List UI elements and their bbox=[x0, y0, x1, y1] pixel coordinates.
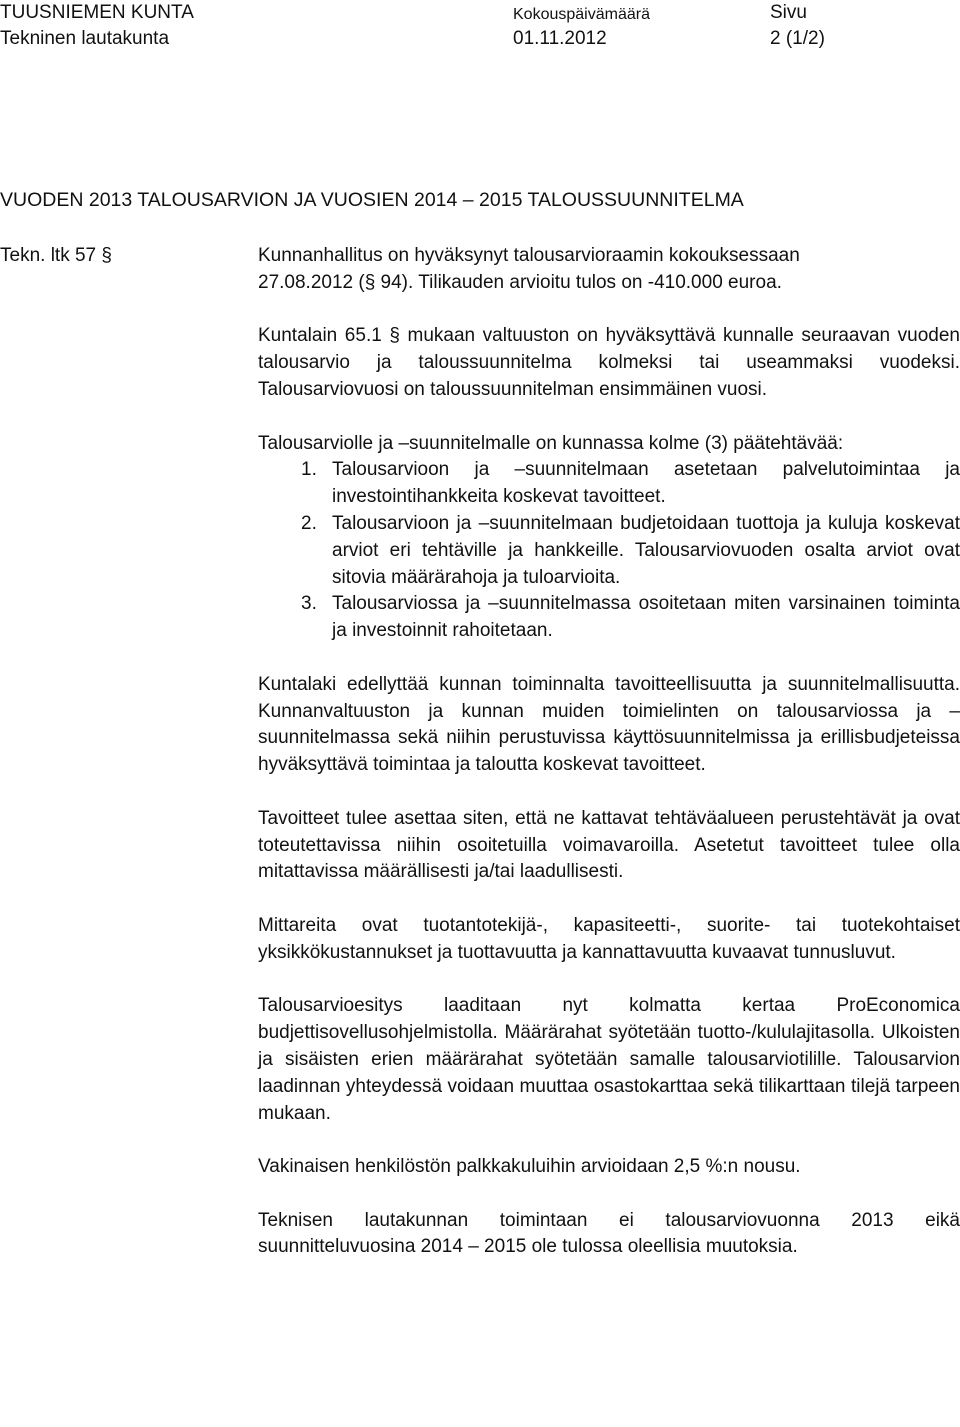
list-item bbox=[258, 511, 960, 591]
list-item-number: 1. bbox=[301, 459, 317, 481]
meeting-date-label: Kokouspäivämäärä bbox=[513, 6, 650, 23]
board-name: Tekninen lautakunta bbox=[0, 28, 170, 49]
list-item-number: 3. bbox=[301, 593, 317, 615]
paragraph-3-intro: Talousarviolle ja –suunnitelmalle on kunnassa kolme (3) päätehtävää: bbox=[258, 432, 844, 454]
paragraph-1-line-1: Kunnanhallitus on hyväksynyt talousarvioraamin kokouksessaan bbox=[258, 245, 800, 266]
list-item-number: 2. bbox=[301, 512, 317, 534]
document-body bbox=[258, 243, 960, 1288]
main-tasks-list bbox=[258, 457, 960, 645]
meeting-date: 01.11.2012 bbox=[513, 28, 607, 49]
paragraph-2: Kuntalain 65.1 § mukaan valtuuston on hyväksyttävä kunnalle seuraavan vuoden talousarvio ja taloussuunnitelma kolmeksi tai useammaksi vuodeksi. Talousarviovuosi on taloussuunnitelman ensimmäinen vuosi. bbox=[258, 325, 960, 400]
paragraph-7: Talousarvioesitys laaditaan nyt kolmatta kertaa ProEconomica budjettisovellusohjelmistolla. Määrärahat syötetään tuotto-/kululajitasolla. Ulkoisten ja sisäisten erien määrärahat syötetään samalle talousarviotilille. Talousarvion laadinnan yhteydessä voidaan muuttaa osastokarttaa sekä tilikarttaan tilejä tarpeen mukaan. bbox=[258, 995, 960, 1124]
list-item bbox=[258, 591, 960, 645]
paragraph-6: Mittareita ovat tuotantotekijä-, kapasiteetti-, suorite- tai tuotekohtaiset yksikkökustannukset ja tuottavuutta ja kannattavuutta kuvaavat tunnusluvut. bbox=[258, 914, 960, 963]
paragraph-4: Kuntalaki edellyttää kunnan toiminnalta tavoitteellisuutta ja suunnitelmallisuutta. Kunnanvaltuuston ja kunnan muiden toimielinten on talousarviossa ja –suunnitelmassa sekä niihin perustuvissa käyttösuunnitelmissa ja erillisbudjeteissa hyväksyttävä toimintaa ja taloutta koskevat tavoitteet. bbox=[258, 673, 960, 776]
organization-name: TUUSNIEMEN KUNTA bbox=[0, 2, 194, 23]
list-item-text: Talousarviossa ja –suunnitelmassa osoitetaan miten varsinainen toiminta ja investoinnit rahoitetaan. bbox=[332, 593, 960, 642]
section-reference: Tekn. ltk 57 § bbox=[0, 245, 112, 266]
paragraph-8: Vakinaisen henkilöstön palkkakuluihin arvioidaan 2,5 %:n nousu. bbox=[258, 1156, 801, 1178]
paragraph-1-line-2: 27.08.2012 (§ 94). Tilikauden arvioitu tulos on -410.000 euroa. bbox=[258, 271, 782, 293]
paragraph-9: Teknisen lautakunnan toimintaan ei talousarviovuonna 2013 eikä suunnitteluvuosina 2014 – 2015 ole tulossa oleellisia muutoksia. bbox=[258, 1209, 960, 1258]
document-title: VUODEN 2013 TALOUSARVION JA VUOSIEN 2014 – 2015 TALOUSSUUNNITELMA bbox=[0, 189, 744, 211]
paragraph-5: Tavoitteet tulee asettaa siten, että ne kattavat tehtäväalueen perustehtävät ja ovat toteutettavissa niihin osoitetuilla voimavaroilla. Asetetut tavoitteet tulee olla mitattavissa määrällisesti ja/tai laadullisesti. bbox=[258, 807, 960, 883]
list-item-text: Talousarvioon ja –suunnitelmaan budjetoidaan tuottoja ja kuluja koskevat arviot eri tehtäville ja hankkeille. Talousarviovuoden osalta arviot ovat sitovia määrärahoja ja tuloarvioita. bbox=[332, 512, 960, 588]
page-number: 2 (1/2) bbox=[770, 28, 825, 49]
paragraph-1 bbox=[258, 243, 960, 297]
list-item bbox=[258, 457, 960, 511]
list-item-text: Talousarvioon ja –suunnitelmaan asetetaan palvelutoimintaa ja investointihankkeita koskevat tavoitteet. bbox=[332, 459, 960, 508]
page-label: Sivu bbox=[770, 2, 807, 23]
